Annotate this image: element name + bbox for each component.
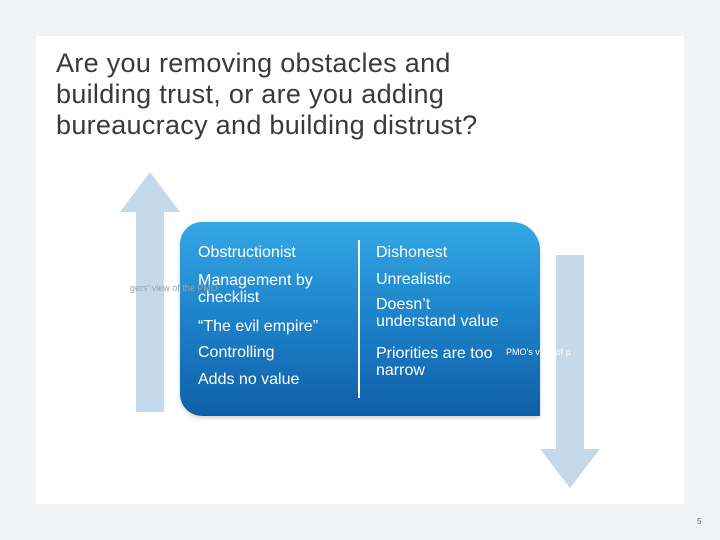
- left-item-obstructionist: Obstructionist: [198, 244, 296, 261]
- left-item-evil-empire: “The evil empire”: [198, 318, 319, 335]
- column-divider: [358, 240, 360, 398]
- right-item-dishonest: Dishonest: [376, 244, 448, 261]
- slide-title: Are you removing obstacles and building trust, or are you adding bureaucracy and building distrust?: [56, 48, 478, 140]
- left-arrow-label: gers' view of the PMO: [130, 283, 218, 293]
- right-item-priorities-too-narrow: Priorities are too narrow: [376, 345, 493, 379]
- left-item-management-by-checklist: Management by checklist: [198, 272, 313, 306]
- right-item-unrealistic: Unrealistic: [376, 271, 451, 288]
- down-arrow-icon: [538, 255, 602, 488]
- left-item-controlling: Controlling: [198, 344, 275, 361]
- right-arrow-label: PMO's view of p: [506, 347, 571, 357]
- page-number: 5: [697, 517, 702, 526]
- left-item-adds-no-value: Adds no value: [198, 371, 300, 388]
- right-item-doesnt-understand-value: Doesn’t understand value: [376, 296, 499, 330]
